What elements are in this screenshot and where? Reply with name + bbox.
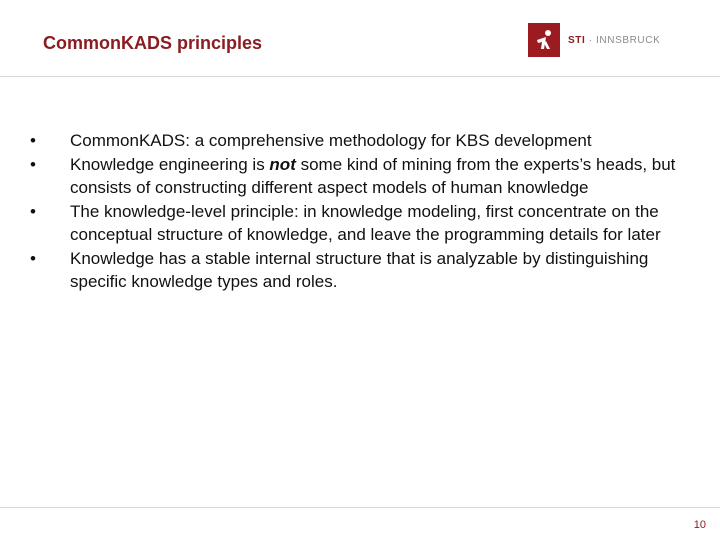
logo-place: INNSBRUCK (596, 34, 661, 46)
emphasis-not: not (269, 154, 296, 174)
bullet-marker: • (30, 154, 36, 174)
page-number: 10 (693, 519, 706, 531)
slide-title: CommonKADS principles (43, 33, 263, 53)
bullet-text: The knowledge-level principle: in knowledge modeling, first concentrate on the conceptual structure of knowledge, and leave the programming details for later (70, 201, 661, 244)
bullet-item (30, 153, 680, 200)
logo-brand: STI (568, 34, 586, 46)
bullet-text: Knowledge has a stable internal structure that is analyzable by distinguishing specific knowledge types and roles. (70, 248, 649, 291)
bullet-text (70, 155, 675, 198)
bullet-item (30, 129, 680, 153)
bullet-list (30, 129, 680, 294)
bullet-marker: • (30, 201, 36, 221)
footer-divider (0, 507, 720, 508)
bullet-text-part: Knowledge engineering is (70, 154, 270, 174)
header-divider (0, 76, 720, 77)
logo-wordmark (568, 35, 660, 46)
bullet-marker: • (30, 131, 36, 150)
logo-separator: · (585, 34, 597, 46)
bullet-item (30, 247, 680, 294)
sti-person-icon (528, 23, 560, 57)
bullet-text: CommonKADS: a comprehensive methodology for KBS development (70, 131, 592, 150)
bullet-marker: • (30, 248, 36, 268)
bullet-item (30, 200, 680, 247)
bullet-text-part: some kind of mining from the experts’s heads, but consists of constructing different aspect models of human knowledge (70, 154, 676, 197)
sti-innsbruck-logo (528, 22, 660, 58)
